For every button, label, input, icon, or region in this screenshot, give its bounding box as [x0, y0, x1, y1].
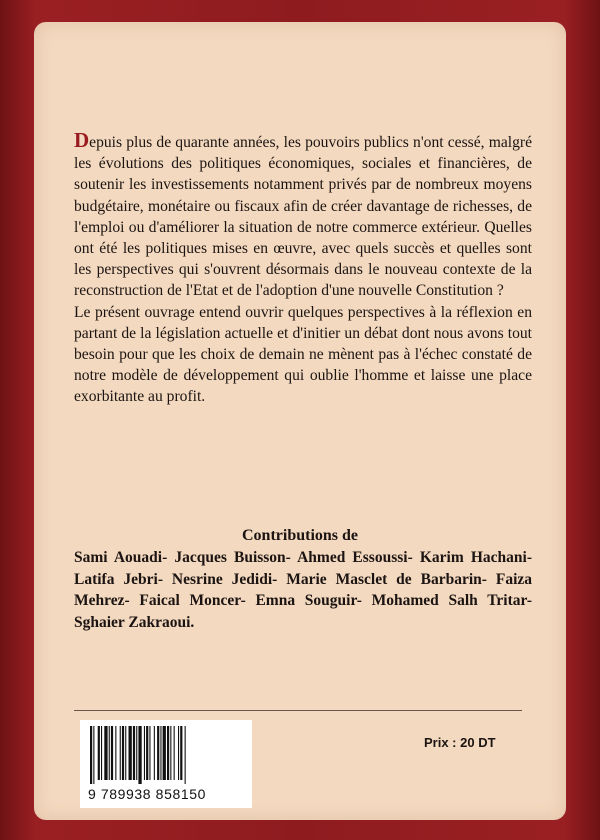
- isbn-number: 9 789938 858150: [88, 786, 206, 802]
- summary-paragraph-2: Le présent ouvrage entend ouvrir quelques perspectives à la réflexion en partant de la législation actuelle et d'initier un débat dont nous avons tout besoin pour que les choix de demain ne mènent pas à l'échec constaté de notre modèle de développement qui oublie l'homme et laisse une place exorbitante au profit.: [74, 303, 532, 406]
- summary-paragraph-1-text: epuis plus de quarante années, les pouvoirs publics n'ont cessé, malgré les évolutions des politiques économiques, sociales et financières, de soutenir les investissements notamment privés par de nombreux moyens budgétaire, monétaire ou fiscaux afin de créer davantage de richesses, de l'emploi ou d'améliorer la situation de notre commerce extérieur. Quelles ont été les politiques mises en œuvre, avec quels succès et quelles sont les perspectives qui s'ouvrent désormais dans le nouveau contexte de la reconstruction de l'Etat et de l'adoption d'une nouvelle Constitution ?: [74, 134, 532, 300]
- isbn-barcode: [80, 720, 252, 808]
- back-cover-summary: [74, 130, 532, 408]
- price-label: Prix : 20 DT: [424, 735, 496, 750]
- contributors-list: Sami Aouadi- Jacques Buisson- Ahmed Essoussi- Karim Hachani- Latifa Jebri- Nesrine Jedidi- Marie Masclet de Barbarin- Faiza Mehrez- Faical Moncer- Emna Souguir- Mohamed Salh Tritar- Sghaier Zakraoui.: [74, 549, 532, 631]
- barcode-icon: [88, 726, 244, 784]
- summary-paragraph-1: [74, 130, 532, 302]
- contributions-title: Contributions de: [241, 527, 359, 544]
- divider-line: [74, 710, 522, 711]
- drop-cap-letter: D: [74, 128, 90, 152]
- back-cover-panel: [34, 22, 566, 820]
